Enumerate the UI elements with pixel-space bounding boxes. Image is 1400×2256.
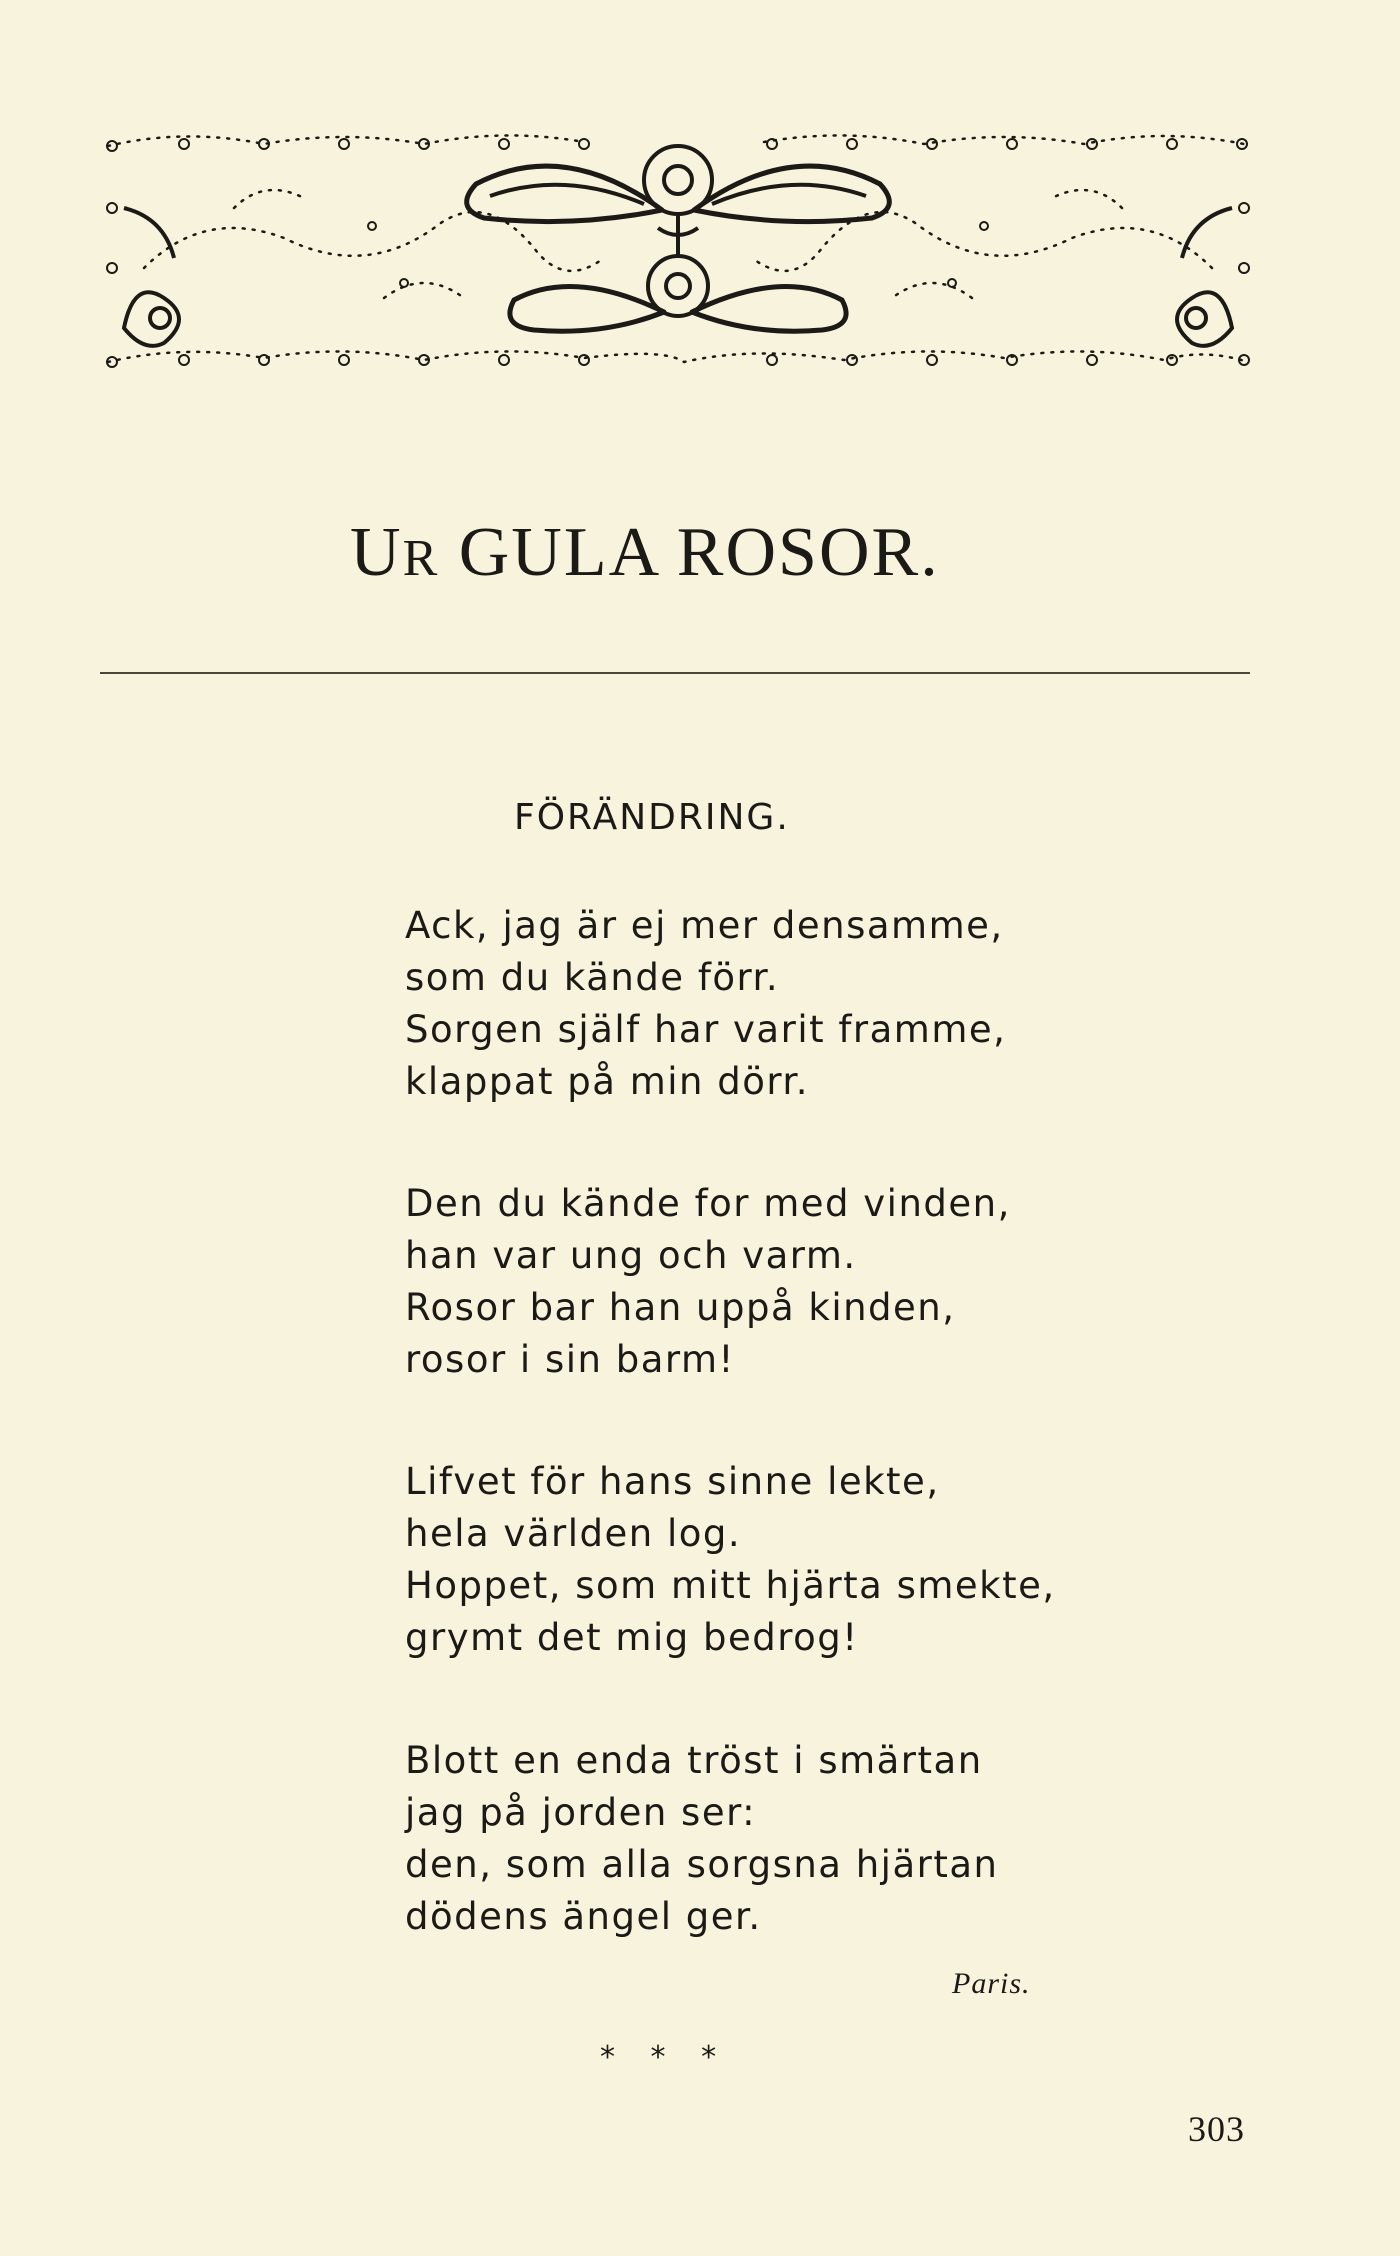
section-title-rest: GULA ROSOR.: [439, 514, 940, 591]
stanza-4: [405, 1735, 998, 1943]
section-separator: * * *: [600, 2040, 717, 2075]
poem-line: klappat på min dörr.: [405, 1060, 810, 1103]
page-number: 303: [1188, 2109, 1245, 2149]
poem-line: Den du kände for med vinden,: [405, 1182, 1011, 1225]
poem-line: jag på jorden ser:: [405, 1791, 757, 1834]
title-divider: [100, 672, 1250, 674]
section-title: [350, 514, 940, 591]
section-title-initial: U: [350, 514, 403, 591]
floral-vine-ornament: [104, 118, 1252, 380]
stanza-3: [405, 1456, 1056, 1664]
poem-line: som du kände förr.: [405, 956, 780, 999]
poem-title: FÖRÄNDRING.: [514, 797, 790, 838]
poem-line: Sorgen själf har varit framme,: [405, 1008, 1007, 1051]
poem-line: Blott en enda tröst i smärtan: [405, 1739, 983, 1782]
poem-line: rosor i sin barm!: [405, 1338, 735, 1381]
ornament-center-rose: [644, 146, 712, 316]
ornament-left-leaf-lower: [510, 287, 664, 332]
poem-line: grymt det mig bedrog!: [405, 1616, 859, 1659]
ornament-right-corner-flower: [1177, 208, 1232, 346]
place-signature: Paris.: [952, 1967, 1031, 2000]
poem-line: Rosor bar han uppå kinden,: [405, 1286, 956, 1329]
poem-line: dödens ängel ger.: [405, 1895, 762, 1938]
poem-line: den, som alla sorgsna hjärtan: [405, 1843, 999, 1886]
ornament-left-corner-flower: [124, 208, 179, 346]
poem-line: Ack, jag är ej mer densamme,: [405, 904, 1004, 947]
ornament-bottom-border: [108, 351, 1248, 362]
stanza-1: [405, 900, 1006, 1108]
poem-line: hela världen log.: [405, 1512, 742, 1555]
section-title-small-caps: R: [402, 530, 440, 587]
poem-line: han var ung och varm.: [405, 1234, 857, 1277]
poem-line: Hoppet, som mitt hjärta smekte,: [405, 1564, 1056, 1607]
stanza-2: [405, 1178, 1011, 1386]
ornament-right-leaf-lower: [692, 287, 846, 332]
poem-line: Lifvet för hans sinne lekte,: [405, 1460, 940, 1503]
